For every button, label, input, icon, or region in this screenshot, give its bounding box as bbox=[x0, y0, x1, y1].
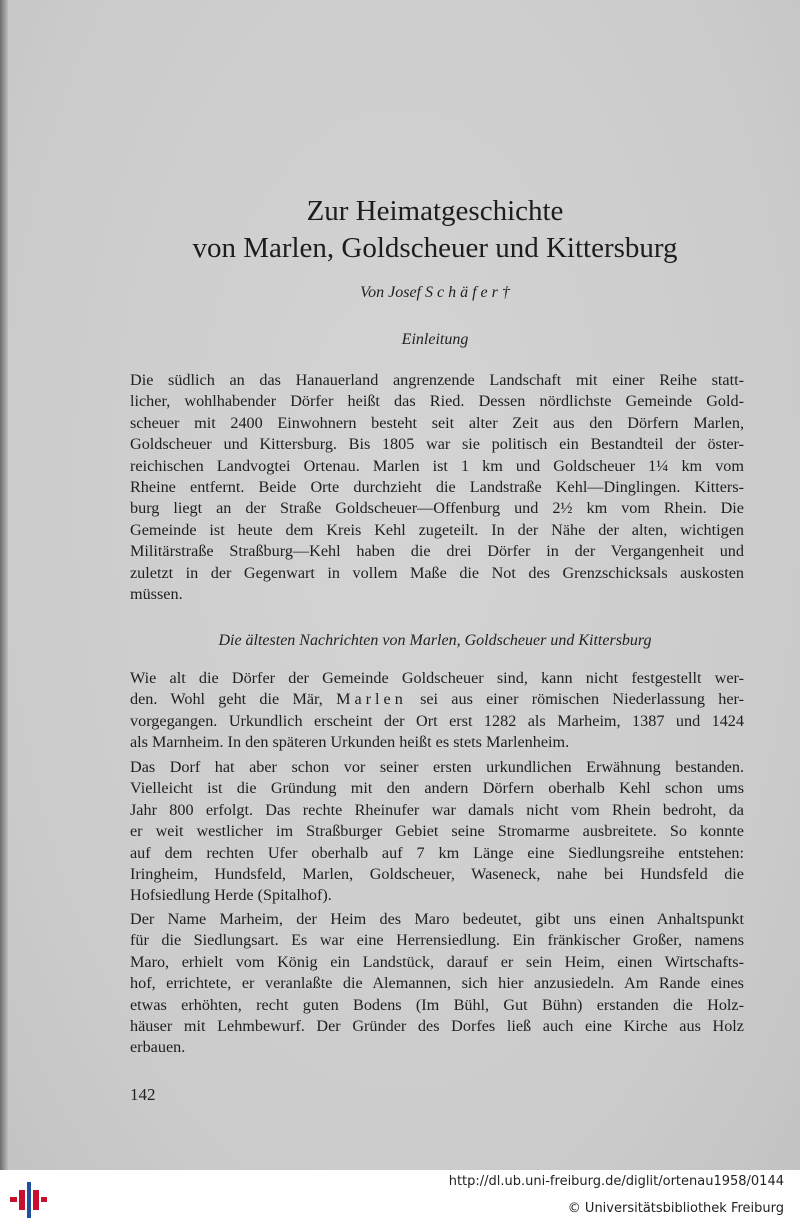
author-deceased-mark: † bbox=[501, 284, 510, 301]
copyright-notice: © Universitätsbibliothek Freiburg bbox=[567, 1201, 784, 1216]
text-line: Militärstraße Straßburg—Kehl haben die drei Dörfer in der Vergangenheit und bbox=[130, 542, 744, 561]
ub-freiburg-logo-icon bbox=[8, 1180, 48, 1220]
text-fragment: den. Wohl geht die Mär, bbox=[130, 690, 323, 709]
text-line: etwas erhöhten, recht guten Bodens (Im Bühl, Gut Bühn) erstanden die Holz- bbox=[130, 995, 744, 1014]
text-fragment: sei aus einer römischen Niederlassung her- bbox=[420, 690, 744, 709]
text-line: als Marnheim. In den späteren Urkunden heißt es stets Marlenheim. bbox=[130, 733, 570, 752]
text-line: Hofsiedlung Herde (Spitalhof). bbox=[130, 886, 332, 905]
paragraph-age-of-villages bbox=[130, 668, 744, 754]
paragraph-introduction bbox=[130, 370, 744, 605]
text-line: Jahr 800 erfolgt. Das rechte Rheinufer war damals nicht vom Rhein bedroht, da bbox=[130, 800, 744, 819]
spaced-place-name: Marlen bbox=[336, 690, 407, 709]
text-line: Der Name Marheim, der Heim des Maro bedeutet, gibt uns einen Anhaltspunkt bbox=[130, 910, 744, 928]
text-line: für die Siedlungsart. Es war eine Herrensiedlung. Ein fränkischer Großer, namens bbox=[130, 931, 744, 950]
text-line: Iringheim, Hundsfeld, Marlen, Goldscheuer, Waseneck, nahe bei Hundsfeld die bbox=[130, 865, 744, 884]
article-title-line-1: Zur Heimatgeschichte bbox=[306, 195, 564, 227]
text-line: müssen. bbox=[130, 585, 183, 604]
text-line-with-spaced-name bbox=[130, 689, 744, 710]
section-heading-oldest-records: Die ältesten Nachrichten von Marlen, Goldscheuer und Kittersburg bbox=[218, 632, 652, 649]
text-line: vorgegangen. Urkundlich erscheint der Ort erst 1282 als Marheim, 1387 und 1424 bbox=[130, 711, 744, 730]
text-line: licher, wohlhabender Dörfer heißt das Ried. Dessen nördlichste Gemeinde Gold- bbox=[130, 392, 744, 411]
text-line: auf dem rechten Ufer oberhalb auf 7 km Länge eine Siedlungsreihe entstehen: bbox=[130, 843, 744, 862]
text-line: burg liegt an der Straße Goldscheuer—Offenburg und 2½ km vom Rhein. Die bbox=[130, 499, 744, 518]
section-heading-einleitung: Einleitung bbox=[401, 331, 469, 348]
text-line: Die südlich an das Hanauerland angrenzende Landschaft mit einer Reihe statt- bbox=[130, 371, 744, 389]
author-byline bbox=[130, 284, 740, 302]
text-line: erbauen. bbox=[130, 1038, 186, 1057]
source-url-link[interactable]: http://dl.ub.uni-freiburg.de/diglit/ortenau1958/0144 bbox=[448, 1174, 784, 1189]
page-number: 142 bbox=[130, 1085, 156, 1104]
paragraph-settlement-row bbox=[130, 757, 744, 907]
text-line: hof, errichtete, er veranlaßte die Alemannen, sich hier anzusiedeln. Am Rande eines bbox=[130, 974, 744, 993]
article-title-line-2: von Marlen, Goldscheuer und Kittersburg bbox=[192, 232, 678, 264]
text-line: zuletzt in der Gegenwart in vollem Maße die Not des Grenzschicksals auskosten bbox=[130, 563, 744, 582]
page-edge-shadow bbox=[0, 0, 8, 1170]
text-line: Maro, erhielt vom König ein Landstück, darauf er sein Heim, einen Wirtschafts- bbox=[130, 952, 744, 971]
author-prefix: Von Josef bbox=[360, 284, 421, 301]
library-footer bbox=[0, 1170, 800, 1226]
text-line: Wie alt die Dörfer der Gemeinde Goldscheuer sind, kann nicht festgestellt wer- bbox=[130, 669, 744, 687]
text-line: er weit westlicher im Straßburger Gebiet seine Stromarme ausbreitete. So konnte bbox=[130, 822, 744, 841]
paragraph-name-marheim bbox=[130, 909, 744, 1059]
text-line: Das Dorf hat aber schon vor seiner ersten urkundlichen Erwähnung bestanden. bbox=[130, 758, 744, 776]
text-line: häuser mit Lehmbewurf. Der Gründer des Dorfes ließ auch eine Kirche aus Holz bbox=[130, 1017, 744, 1036]
text-line: Gemeinde ist heute dem Kreis Kehl zugeteilt. In der Nähe der alten, wichtigen bbox=[130, 520, 744, 539]
text-line: Vielleicht ist die Gründung mit den andern Dörfern oberhalb Kehl schon ums bbox=[130, 779, 744, 798]
text-line: Rheine entfernt. Beide Orte durchzieht die Landstraße Kehl—Dinglingen. Kitters- bbox=[130, 478, 744, 497]
text-line: Goldscheuer und Kittersburg. Bis 1805 war sie politisch ein Bestandteil der öster- bbox=[130, 435, 744, 454]
author-surname: Schäfer bbox=[425, 284, 502, 301]
text-line: reichischen Landvogtei Ortenau. Marlen ist 1 km und Goldscheuer 1¼ km vom bbox=[130, 456, 744, 475]
text-line: scheuer mit 2400 Einwohnern besteht seit alter Zeit aus den Dörfern Marlen, bbox=[130, 413, 744, 432]
